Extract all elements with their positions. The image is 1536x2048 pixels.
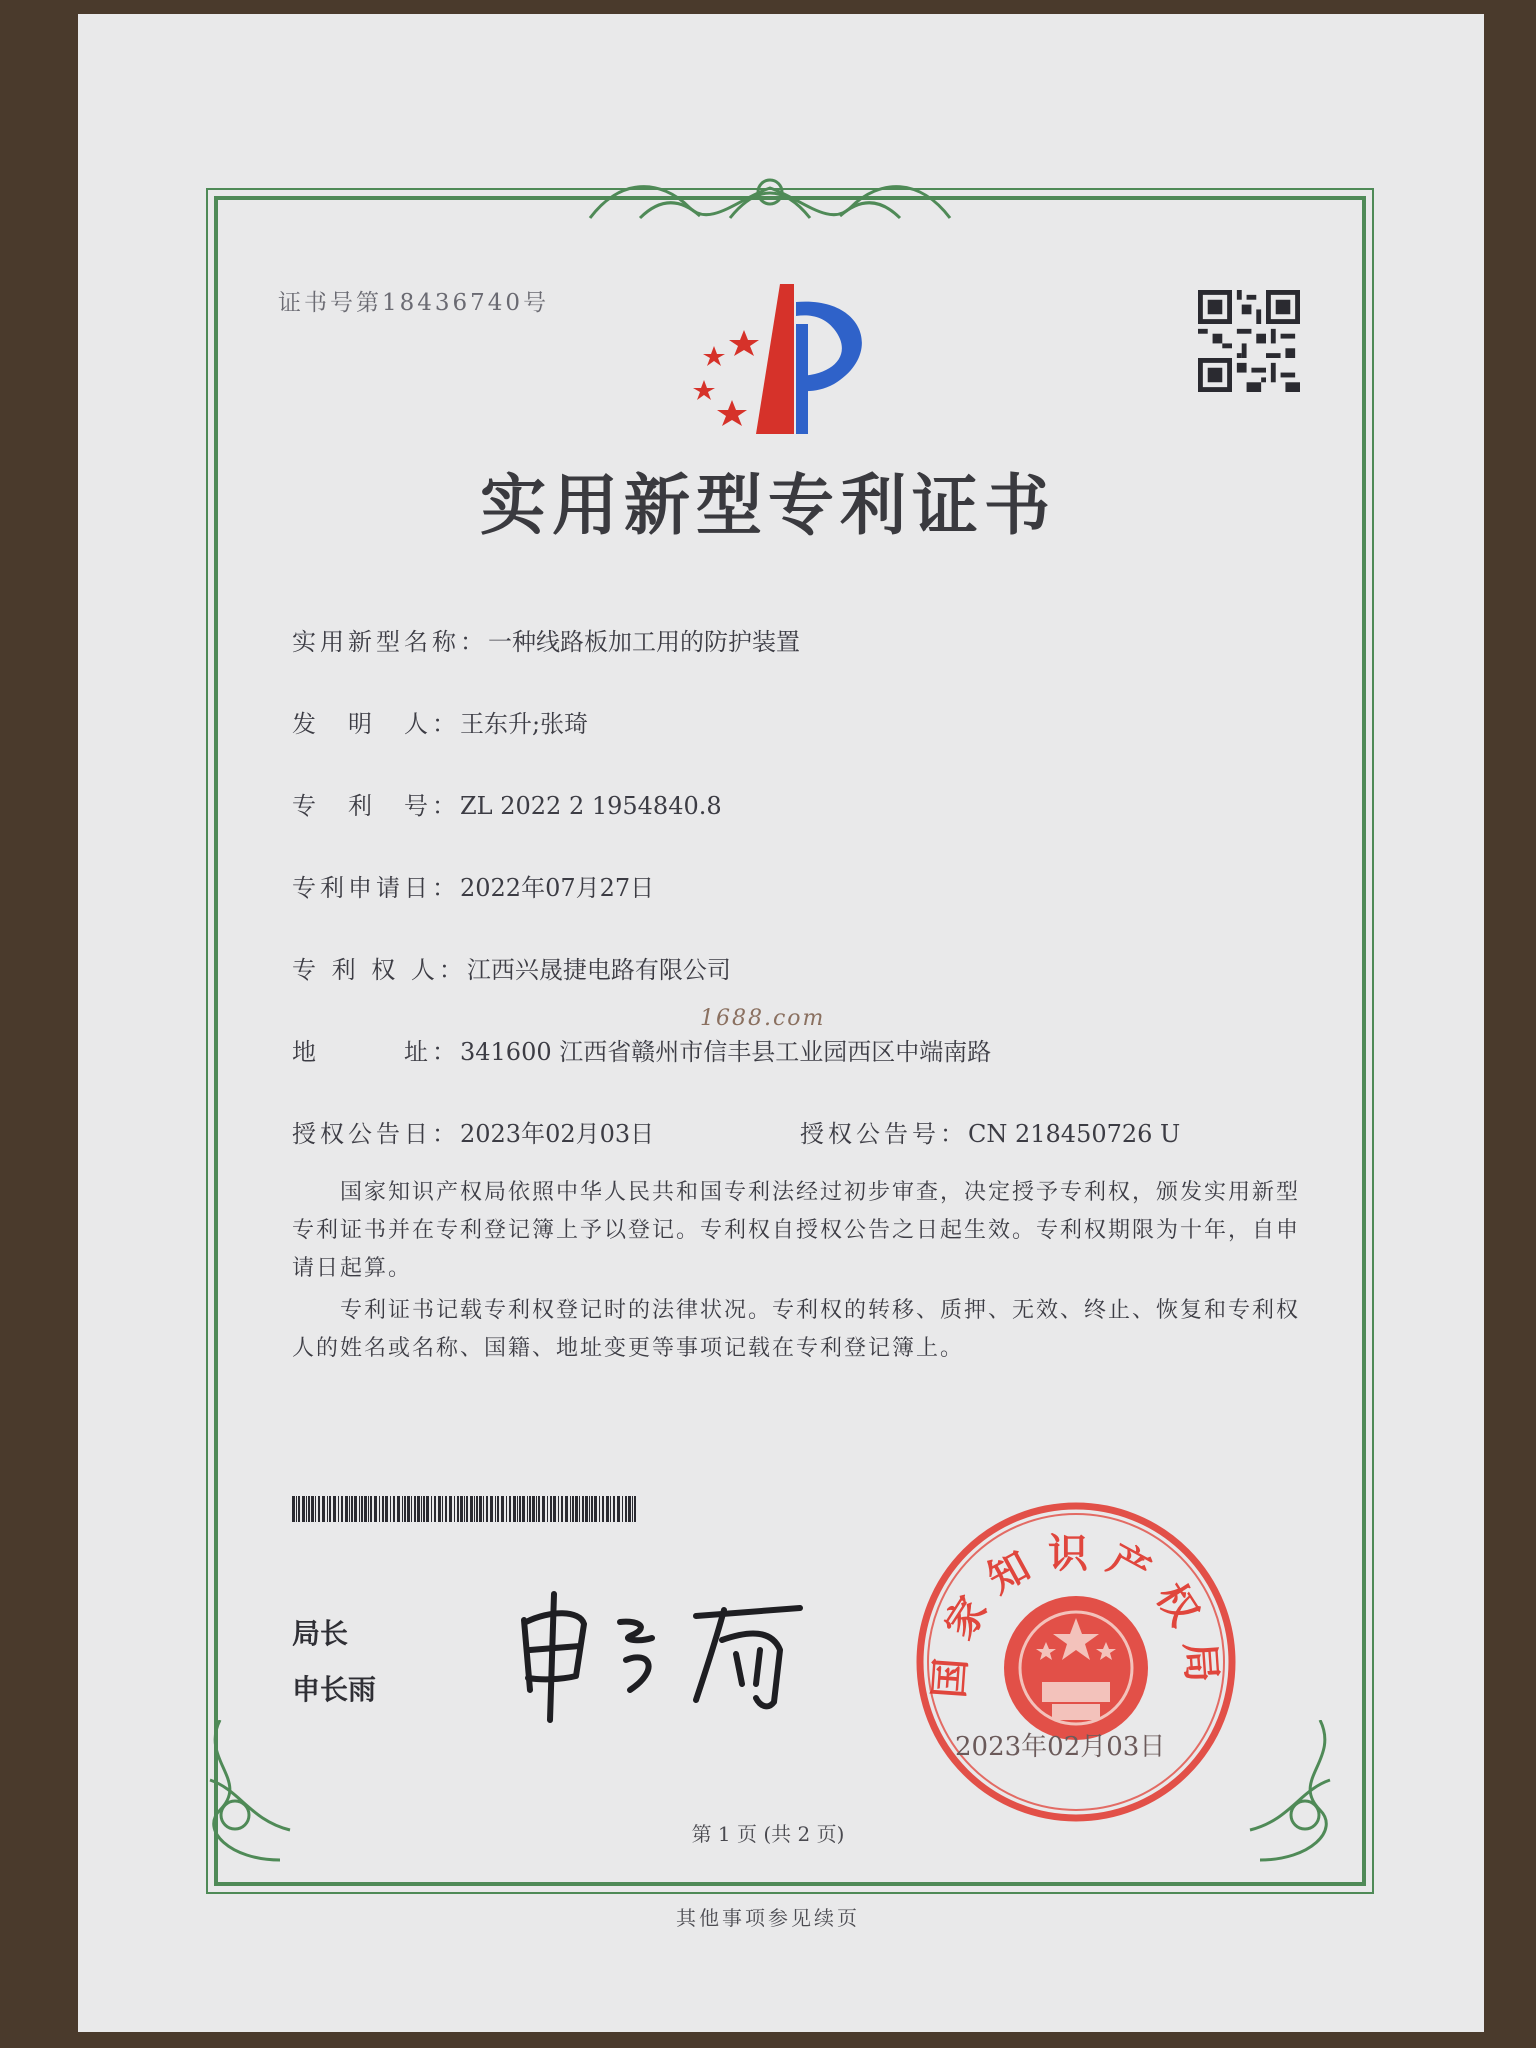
grant-number-row bbox=[800, 1114, 1180, 1149]
corner-ornament-left-icon bbox=[190, 1720, 320, 1870]
certificate-title: 实用新型专利证书 bbox=[480, 466, 1056, 544]
barcode-bar bbox=[497, 1496, 499, 1522]
barcode-bar bbox=[594, 1496, 597, 1522]
barcode-bar bbox=[517, 1496, 518, 1522]
barcode-bar bbox=[338, 1496, 339, 1522]
filing-date-value: 2022年07月27日 bbox=[460, 874, 655, 902]
qr-code-icon[interactable] bbox=[1198, 290, 1300, 392]
director-title: 局长 bbox=[292, 1617, 349, 1650]
barcode-bar bbox=[542, 1496, 545, 1522]
barcode-bar bbox=[606, 1496, 609, 1522]
barcode-bar bbox=[509, 1496, 511, 1522]
barcode-bar bbox=[561, 1496, 563, 1522]
barcode-bar bbox=[364, 1496, 367, 1522]
barcode-icon bbox=[292, 1496, 642, 1522]
barcode-bar bbox=[599, 1496, 600, 1522]
address-value: 341600 江西省赣州市信丰县工业园西区中端南路 bbox=[460, 1038, 992, 1066]
footer-note: 其他事项参见续页 bbox=[676, 1906, 860, 1930]
barcode-bar bbox=[589, 1496, 590, 1522]
inventor-value: 王东升;张琦 bbox=[460, 710, 589, 738]
patent-number-row bbox=[292, 786, 722, 821]
inventor-label: 发 明 人： bbox=[292, 710, 460, 738]
barcode-bar bbox=[634, 1496, 636, 1522]
utility-model-name-value: 一种线路板加工用的防护装置 bbox=[488, 628, 800, 656]
barcode-bar bbox=[411, 1496, 412, 1522]
barcode-bar bbox=[602, 1496, 604, 1522]
barcode-bar bbox=[359, 1496, 360, 1522]
barcode-bar bbox=[445, 1496, 447, 1522]
barcode-bar bbox=[404, 1496, 406, 1522]
certificate-number: 证书号第18436740号 bbox=[278, 290, 550, 316]
barcode-bar bbox=[553, 1496, 556, 1522]
barcode-bar bbox=[298, 1496, 300, 1522]
barcode-bar bbox=[333, 1496, 336, 1522]
barcode-bar bbox=[591, 1496, 593, 1522]
signature-icon bbox=[510, 1580, 810, 1730]
grant-number-value: CN 218450726 U bbox=[968, 1120, 1181, 1148]
barcode-bar bbox=[407, 1496, 410, 1522]
top-ornament-icon bbox=[580, 158, 960, 238]
barcode-bar bbox=[519, 1496, 521, 1522]
barcode-bar bbox=[442, 1496, 443, 1522]
barcode-bar bbox=[585, 1496, 588, 1522]
barcode-bar bbox=[361, 1496, 363, 1522]
patentee-value: 江西兴晟捷电路有限公司 bbox=[466, 956, 731, 984]
barcode-bar bbox=[438, 1496, 441, 1522]
barcode-bar bbox=[397, 1496, 400, 1522]
barcode-bar bbox=[351, 1496, 353, 1522]
barcode-bar bbox=[426, 1496, 429, 1522]
barcode-bar bbox=[610, 1496, 611, 1522]
filing-date-row bbox=[292, 868, 654, 903]
barcode-bar bbox=[547, 1496, 548, 1522]
page-number: 第 1 页 (共 2 页) bbox=[691, 1822, 845, 1846]
barcode-bar bbox=[632, 1496, 633, 1522]
barcode-bar bbox=[483, 1496, 484, 1522]
filing-date-label: 专利申请日： bbox=[292, 874, 460, 902]
barcode-bar bbox=[582, 1496, 584, 1522]
barcode-bar bbox=[292, 1496, 295, 1522]
barcode-bar bbox=[617, 1496, 620, 1522]
barcode-bar bbox=[402, 1496, 403, 1522]
address-row bbox=[292, 1032, 991, 1067]
seal-text: 国家知识产权局 bbox=[926, 1530, 1226, 1700]
barcode-bar bbox=[613, 1496, 615, 1522]
barcode-bar bbox=[315, 1496, 316, 1522]
barcode-bar bbox=[572, 1496, 574, 1522]
barcode-bar bbox=[474, 1496, 475, 1522]
barcode-bar bbox=[379, 1496, 380, 1522]
patentee-label: 专 利 权 人： bbox=[292, 956, 467, 984]
barcode-bar bbox=[349, 1496, 350, 1522]
barcode-bar bbox=[575, 1496, 578, 1522]
barcode-bar bbox=[464, 1496, 465, 1522]
corner-ornament-right-icon bbox=[1220, 1720, 1350, 1870]
barcode-bar bbox=[417, 1496, 420, 1522]
barcode-bar bbox=[345, 1496, 348, 1522]
barcode-bar bbox=[311, 1496, 314, 1522]
barcode-bar bbox=[434, 1496, 436, 1522]
patent-number-value: ZL 2022 2 1954840.8 bbox=[460, 792, 722, 820]
barcode-bar bbox=[308, 1496, 310, 1522]
grant-date-label: 授权公告日： bbox=[292, 1120, 460, 1148]
barcode-bar bbox=[329, 1496, 331, 1522]
barcode-bar bbox=[486, 1496, 488, 1522]
barcode-bar bbox=[306, 1496, 307, 1522]
barcode-bar bbox=[501, 1496, 504, 1522]
legal-status-paragraph: 专利证书记载专利权登记时的法律状况。专利权的转移、质押、无效、终止、恢复和专利权人的姓名或名称、国籍、地址变更等事项记载在专利登记簿上。 bbox=[292, 1298, 1301, 1361]
barcode-bar bbox=[622, 1496, 623, 1522]
barcode-bar bbox=[457, 1496, 459, 1522]
barcode-bar bbox=[370, 1496, 372, 1522]
patent-number-label: 专 利 号： bbox=[292, 792, 460, 820]
barcode-bar bbox=[454, 1496, 455, 1522]
barcode-bar bbox=[341, 1496, 343, 1522]
grant-paragraph: 国家知识产权局依照中华人民共和国专利法经过初步审查，决定授予专利权，颁发实用新型专利证书并在专利登记簿上予以登记。专利权自授权公告之日起生效。专利权期限为十年，自申请日起算。 bbox=[292, 1180, 1301, 1281]
barcode-bar bbox=[550, 1496, 552, 1522]
director-name: 申长雨 bbox=[292, 1673, 377, 1706]
barcode-bar bbox=[318, 1496, 320, 1522]
barcode-bar bbox=[506, 1496, 507, 1522]
barcode-bar bbox=[470, 1496, 473, 1522]
barcode-bar bbox=[421, 1496, 422, 1522]
patent-office-logo-icon bbox=[684, 284, 884, 444]
barcode-bar bbox=[385, 1496, 388, 1522]
barcode-bar bbox=[423, 1496, 425, 1522]
barcode-bar bbox=[529, 1496, 531, 1522]
barcode-bar bbox=[579, 1496, 580, 1522]
watermark: 1688.com bbox=[700, 1006, 826, 1031]
barcode-bar bbox=[296, 1496, 297, 1522]
barcode-bar bbox=[538, 1496, 540, 1522]
inventor-row bbox=[292, 704, 588, 739]
barcode-bar bbox=[532, 1496, 535, 1522]
grant-date-value: 2023年02月03日 bbox=[460, 1120, 655, 1148]
barcode-bar bbox=[522, 1496, 525, 1522]
barcode-bar bbox=[479, 1496, 482, 1522]
barcode-bar bbox=[327, 1496, 328, 1522]
barcode-bar bbox=[302, 1496, 305, 1522]
grant-date-row bbox=[292, 1114, 654, 1149]
barcode-bar bbox=[382, 1496, 384, 1522]
barcode-bar bbox=[490, 1496, 493, 1522]
barcode-bar bbox=[431, 1496, 432, 1522]
barcode-bar bbox=[390, 1496, 391, 1522]
barcode-bar bbox=[565, 1496, 568, 1522]
barcode-bar bbox=[628, 1496, 631, 1522]
barcode-bar bbox=[495, 1496, 496, 1522]
barcode-bar bbox=[354, 1496, 357, 1522]
utility-model-name-row bbox=[292, 622, 800, 657]
barcode-bar bbox=[536, 1496, 537, 1522]
barcode-bar bbox=[322, 1496, 325, 1522]
utility-model-name-label: 实用新型名称： bbox=[292, 628, 488, 656]
barcode-bar bbox=[414, 1496, 416, 1522]
barcode-bar bbox=[368, 1496, 369, 1522]
barcode-bar bbox=[625, 1496, 627, 1522]
barcode-bar bbox=[527, 1496, 528, 1522]
seal-date: 2023年02月03日 bbox=[955, 1732, 1166, 1762]
barcode-bar bbox=[449, 1496, 452, 1522]
barcode-bar bbox=[393, 1496, 395, 1522]
barcode-bar bbox=[558, 1496, 559, 1522]
barcode-bar bbox=[570, 1496, 571, 1522]
barcode-bar bbox=[460, 1496, 463, 1522]
barcode-bar bbox=[476, 1496, 478, 1522]
barcode-bar bbox=[466, 1496, 468, 1522]
barcode-bar bbox=[374, 1496, 377, 1522]
grant-number-label: 授权公告号： bbox=[800, 1120, 968, 1148]
patentee-row bbox=[292, 950, 731, 985]
official-seal-icon bbox=[914, 1500, 1238, 1824]
barcode-bar bbox=[513, 1496, 516, 1522]
address-label: 地 址： bbox=[292, 1038, 460, 1066]
